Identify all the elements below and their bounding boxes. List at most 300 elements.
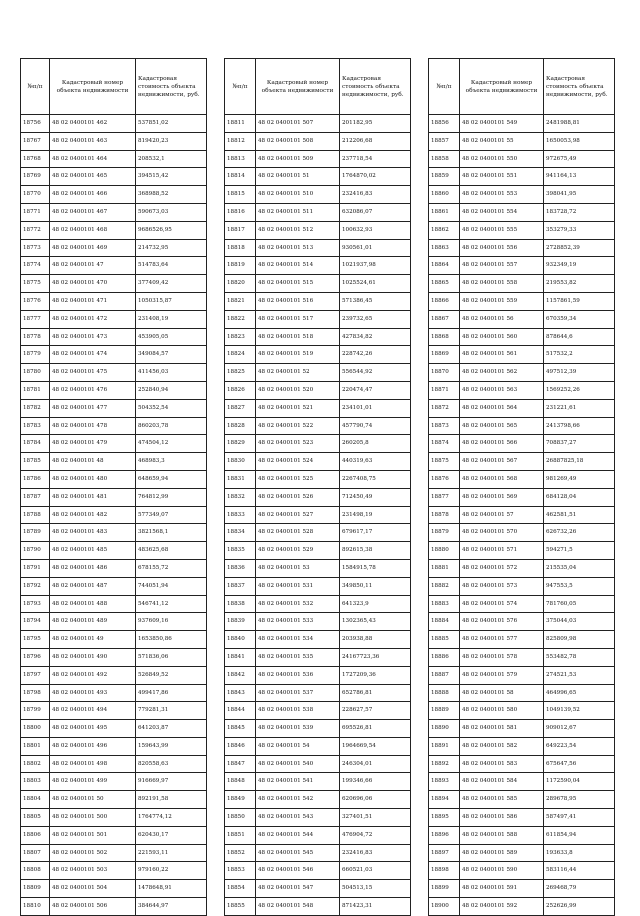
table-row [429,755,615,773]
table-row [429,506,615,524]
row-number: 18799 [21,702,50,720]
cadastral-value: 1964669,54 [340,737,411,755]
header-num: №п/п [225,59,256,115]
table-row [225,648,411,666]
cadastral-value: 553482,78 [544,648,615,666]
table-row [225,684,411,702]
cadastral-value: 819420,23 [136,132,207,150]
table-row [429,257,615,275]
cadastral-table-3 [428,58,615,916]
cadastral-value: 1172590,04 [544,773,615,791]
cadastral-number: 48 02 0400101 483 [50,524,136,542]
table-row [225,275,411,293]
table-row [429,417,615,435]
cadastral-number: 48 02 0400101 527 [256,506,340,524]
row-number: 18872 [429,399,460,417]
table-row [429,168,615,186]
header-cadastral-value: Кадастровая стоимость объекта недвижимости, руб. [544,59,615,115]
row-number: 18836 [225,559,256,577]
table-row [21,524,207,542]
row-number: 18884 [429,613,460,631]
row-number: 18779 [21,346,50,364]
row-number: 18848 [225,773,256,791]
row-number: 18885 [429,631,460,649]
cadastral-number: 48 02 0400101 541 [256,773,340,791]
table-row [225,773,411,791]
cadastral-number: 48 02 0400101 553 [460,186,544,204]
row-number: 18837 [225,577,256,595]
table-row [429,310,615,328]
cadastral-number: 48 02 0400101 487 [50,577,136,595]
row-number: 18886 [429,648,460,666]
row-number: 18860 [429,186,460,204]
table-row [21,115,207,133]
cadastral-number: 48 02 0400101 514 [256,257,340,275]
cadastral-value: 274521,53 [544,666,615,684]
row-number: 18815 [225,186,256,204]
cadastral-number: 48 02 0400101 580 [460,702,544,720]
table-row [225,737,411,755]
cadastral-value: 641323,9 [340,595,411,613]
cadastral-value: 932349,19 [544,257,615,275]
row-number: 18756 [21,115,50,133]
table-row [21,631,207,649]
table-row [21,542,207,560]
table-row [429,880,615,898]
table-row [225,292,411,310]
cadastral-value: 252840,94 [136,381,207,399]
row-number: 18819 [225,257,256,275]
cadastral-number: 48 02 0400101 534 [256,631,340,649]
table-row [429,221,615,239]
cadastral-value: 764812,99 [136,488,207,506]
cadastral-number: 48 02 0400101 529 [256,542,340,560]
cadastral-value: 483625,68 [136,542,207,560]
table-row [429,381,615,399]
row-number: 18867 [429,310,460,328]
cadastral-table-2 [224,58,411,916]
cadastral-value: 878644,6 [544,328,615,346]
table-row [429,453,615,471]
cadastral-number: 48 02 0400101 565 [460,417,544,435]
cadastral-value: 1021937,98 [340,257,411,275]
table-row [21,310,207,328]
cadastral-number: 48 02 0400101 471 [50,292,136,310]
table-row [21,257,207,275]
cadastral-value: 252626,99 [544,898,615,916]
cadastral-value: 183728,72 [544,203,615,221]
row-number: 18798 [21,684,50,702]
cadastral-value: 100632,93 [340,221,411,239]
cadastral-value: 648659,94 [136,470,207,488]
table-row [429,559,615,577]
cadastral-number: 48 02 0400101 544 [256,826,340,844]
cadastral-value: 2267408,75 [340,470,411,488]
cadastral-value: 504352,54 [136,399,207,417]
cadastral-number: 48 02 0400101 523 [256,435,340,453]
cadastral-number: 48 02 0400101 522 [256,417,340,435]
table-header-row [429,59,615,115]
cadastral-value: 499417,86 [136,684,207,702]
cadastral-value: 260205,8 [340,435,411,453]
row-number: 18841 [225,648,256,666]
table-row [21,809,207,827]
row-number: 18870 [429,364,460,382]
cadastral-number: 48 02 0400101 567 [460,453,544,471]
cadastral-number: 48 02 0400101 470 [50,275,136,293]
row-number: 18857 [429,132,460,150]
cadastral-number: 48 02 0400101 588 [460,826,544,844]
cadastral-number: 48 02 0400101 579 [460,666,544,684]
table-row [429,132,615,150]
cadastral-number: 48 02 0400101 468 [50,221,136,239]
table-row [225,239,411,257]
cadastral-number: 48 02 0400101 464 [50,150,136,168]
table-row [21,755,207,773]
row-number: 18838 [225,595,256,613]
cadastral-value: 587497,41 [544,809,615,827]
row-number: 18895 [429,809,460,827]
row-number: 18865 [429,275,460,293]
cadastral-value: 590673,03 [136,203,207,221]
table-row [225,132,411,150]
row-number: 18843 [225,684,256,702]
cadastral-value: 1478648,91 [136,880,207,898]
row-number: 18776 [21,292,50,310]
table-row [21,381,207,399]
table-row [21,702,207,720]
row-number: 18888 [429,684,460,702]
cadastral-value: 497512,39 [544,364,615,382]
row-number: 18781 [21,381,50,399]
cadastral-number: 48 02 0400101 578 [460,648,544,666]
cadastral-number: 48 02 0400101 538 [256,702,340,720]
cadastral-value: 517532,2 [544,346,615,364]
cadastral-value: 1050315,87 [136,292,207,310]
cadastral-value: 626732,26 [544,524,615,542]
cadastral-number: 48 02 0400101 532 [256,595,340,613]
table-row [21,844,207,862]
row-number: 18835 [225,542,256,560]
table-row [225,381,411,399]
cadastral-value: 546741,12 [136,595,207,613]
cadastral-value: 947553,5 [544,577,615,595]
cadastral-number: 48 02 0400101 539 [256,720,340,738]
cadastral-number: 48 02 0400101 479 [50,435,136,453]
table-row [429,470,615,488]
table-row [21,203,207,221]
table-row [429,239,615,257]
table-row [429,435,615,453]
cadastral-value: 1302365,43 [340,613,411,631]
row-number: 18882 [429,577,460,595]
cadastral-number: 48 02 0400101 50 [50,791,136,809]
cadastral-value: 972675,49 [544,150,615,168]
table-row [225,221,411,239]
table-row [225,435,411,453]
row-number: 18845 [225,720,256,738]
cadastral-value: 892191,58 [136,791,207,809]
cadastral-number: 48 02 0400101 540 [256,755,340,773]
row-number: 18811 [225,115,256,133]
row-number: 18887 [429,666,460,684]
cadastral-value: 652786,81 [340,684,411,702]
cadastral-number: 48 02 0400101 546 [256,862,340,880]
cadastral-number: 48 02 0400101 474 [50,346,136,364]
cadastral-value: 981269,49 [544,470,615,488]
cadastral-value: 979160,22 [136,862,207,880]
cadastral-value: 228742,26 [340,346,411,364]
cadastral-value: 1157861,59 [544,292,615,310]
row-number: 18889 [429,702,460,720]
table-row [429,898,615,916]
cadastral-value: 744051,94 [136,577,207,595]
cadastral-number: 48 02 0400101 589 [460,844,544,862]
row-number: 18873 [429,417,460,435]
table-row [429,150,615,168]
cadastral-value: 349084,57 [136,346,207,364]
cadastral-value: 462581,51 [544,506,615,524]
cadastral-number: 48 02 0400101 466 [50,186,136,204]
row-number: 18807 [21,844,50,862]
cadastral-value: 1025524,61 [340,275,411,293]
cadastral-value: 212206,68 [340,132,411,150]
table-row [225,399,411,417]
table-row [225,168,411,186]
cadastral-number: 48 02 0400101 556 [460,239,544,257]
row-number: 18795 [21,631,50,649]
cadastral-number: 48 02 0400101 528 [256,524,340,542]
row-number: 18821 [225,292,256,310]
table-row [429,666,615,684]
cadastral-number: 48 02 0400101 496 [50,737,136,755]
cadastral-number: 48 02 0400101 577 [460,631,544,649]
cadastral-number: 48 02 0400101 547 [256,880,340,898]
cadastral-number: 48 02 0400101 590 [460,862,544,880]
row-number: 18793 [21,595,50,613]
table-row [429,488,615,506]
table-row [429,648,615,666]
table-row [225,488,411,506]
cadastral-value: 820558,63 [136,755,207,773]
row-number: 18790 [21,542,50,560]
table-row [429,862,615,880]
cadastral-number: 48 02 0400101 485 [50,542,136,560]
table-row [225,310,411,328]
cadastral-number: 48 02 0400101 568 [460,470,544,488]
table-row [429,524,615,542]
row-number: 18783 [21,417,50,435]
row-number: 18866 [429,292,460,310]
cadastral-number: 48 02 0400101 542 [256,791,340,809]
row-number: 18877 [429,488,460,506]
table-row [429,773,615,791]
row-number: 18844 [225,702,256,720]
cadastral-value: 611854,94 [544,826,615,844]
table-row [429,186,615,204]
row-number: 18834 [225,524,256,542]
cadastral-value: 221593,11 [136,844,207,862]
cadastral-value: 641203,87 [136,720,207,738]
cadastral-value: 193633,8 [544,844,615,862]
header-cadastral-number: Кадастровый номер объекта недвижимости [256,59,340,115]
row-number: 18805 [21,809,50,827]
cadastral-number: 48 02 0400101 49 [50,631,136,649]
row-number: 18788 [21,506,50,524]
table-row [429,328,615,346]
cadastral-number: 48 02 0400101 513 [256,239,340,257]
cadastral-value: 660521,03 [340,862,411,880]
cadastral-number: 48 02 0400101 549 [460,115,544,133]
cadastral-number: 48 02 0400101 558 [460,275,544,293]
row-number: 18858 [429,150,460,168]
row-number: 18829 [225,435,256,453]
table-row [429,364,615,382]
cadastral-value: 779281,31 [136,702,207,720]
cadastral-value: 214732,95 [136,239,207,257]
table-row [429,684,615,702]
cadastral-number: 48 02 0400101 462 [50,115,136,133]
cadastral-number: 48 02 0400101 55 [460,132,544,150]
table-body [429,115,615,916]
cadastral-number: 48 02 0400101 562 [460,364,544,382]
row-number: 18818 [225,239,256,257]
cadastral-number: 48 02 0400101 574 [460,595,544,613]
table-row [225,346,411,364]
table-row [225,666,411,684]
table-row [21,275,207,293]
table-row [21,150,207,168]
cadastral-number: 48 02 0400101 48 [50,453,136,471]
table-row [429,613,615,631]
cadastral-number: 48 02 0400101 57 [460,506,544,524]
cadastral-value: 1584915,78 [340,559,411,577]
row-number: 18785 [21,453,50,471]
table-row [21,132,207,150]
row-number: 18876 [429,470,460,488]
cadastral-value: 1650053,98 [544,132,615,150]
row-number: 18868 [429,328,460,346]
row-number: 18880 [429,542,460,560]
table-row [225,506,411,524]
cadastral-value: 269468,79 [544,880,615,898]
cadastral-number: 48 02 0400101 501 [50,826,136,844]
table-row [21,346,207,364]
cadastral-value: 375044,03 [544,613,615,631]
row-number: 18809 [21,880,50,898]
table-row [21,666,207,684]
table-row [21,720,207,738]
cadastral-value: 712450,49 [340,488,411,506]
cadastral-number: 48 02 0400101 489 [50,613,136,631]
table-row [21,898,207,916]
cadastral-value: 649223,54 [544,737,615,755]
table-row [225,577,411,595]
cadastral-value: 9686526,95 [136,221,207,239]
row-number: 18817 [225,221,256,239]
table-row [225,542,411,560]
cadastral-value: 2728852,39 [544,239,615,257]
row-number: 18769 [21,168,50,186]
cadastral-value: 215535,04 [544,559,615,577]
cadastral-number: 48 02 0400101 548 [256,898,340,916]
row-number: 18772 [21,221,50,239]
table-row [225,826,411,844]
cadastral-value: 398041,95 [544,186,615,204]
cadastral-number: 48 02 0400101 570 [460,524,544,542]
cadastral-value: 620430,17 [136,826,207,844]
table-row [429,702,615,720]
row-number: 18773 [21,239,50,257]
row-number: 18863 [429,239,460,257]
table-row [225,595,411,613]
cadastral-value: 679617,17 [340,524,411,542]
table-row [429,346,615,364]
cadastral-number: 48 02 0400101 472 [50,310,136,328]
cadastral-value: 237718,54 [340,150,411,168]
cadastral-number: 48 02 0400101 504 [50,880,136,898]
header-num: №п/п [21,59,50,115]
table-row [225,755,411,773]
header-cadastral-value: Кадастровая стоимость объекта недвижимости, руб. [136,59,207,115]
cadastral-value: 571386,45 [340,292,411,310]
cadastral-value: 234101,01 [340,399,411,417]
cadastral-number: 48 02 0400101 56 [460,310,544,328]
row-number: 18800 [21,720,50,738]
row-number: 18856 [429,115,460,133]
cadastral-value: 577349,07 [136,506,207,524]
table-row [429,399,615,417]
cadastral-value: 632086,07 [340,203,411,221]
cadastral-value: 781760,05 [544,595,615,613]
table-row [225,720,411,738]
table-body [21,115,207,916]
row-number: 18804 [21,791,50,809]
row-number: 18892 [429,755,460,773]
cadastral-value: 327401,51 [340,809,411,827]
cadastral-value: 695526,81 [340,720,411,738]
header-cadastral-value: Кадастровая стоимость объекта недвижимости, руб. [340,59,411,115]
cadastral-number: 48 02 0400101 569 [460,488,544,506]
row-number: 18840 [225,631,256,649]
row-number: 18822 [225,310,256,328]
cadastral-number: 48 02 0400101 490 [50,648,136,666]
cadastral-value: 231498,19 [340,506,411,524]
row-number: 18847 [225,755,256,773]
cadastral-value: 514783,64 [136,257,207,275]
cadastral-number: 48 02 0400101 508 [256,132,340,150]
cadastral-value: 440319,63 [340,453,411,471]
row-number: 18875 [429,453,460,471]
cadastral-value: 26887825,18 [544,453,615,471]
cadastral-value: 411456,03 [136,364,207,382]
cadastral-number: 48 02 0400101 571 [460,542,544,560]
row-number: 18878 [429,506,460,524]
cadastral-number: 48 02 0400101 511 [256,203,340,221]
table-row [225,524,411,542]
row-number: 18767 [21,132,50,150]
table-row [21,613,207,631]
cadastral-number: 48 02 0400101 477 [50,399,136,417]
cadastral-value: 537851,02 [136,115,207,133]
cadastral-number: 48 02 0400101 510 [256,186,340,204]
cadastral-number: 48 02 0400101 525 [256,470,340,488]
table-row [21,506,207,524]
cadastral-value: 232416,83 [340,844,411,862]
cadastral-value: 199346,66 [340,773,411,791]
cadastral-number: 48 02 0400101 488 [50,595,136,613]
table-row [225,453,411,471]
